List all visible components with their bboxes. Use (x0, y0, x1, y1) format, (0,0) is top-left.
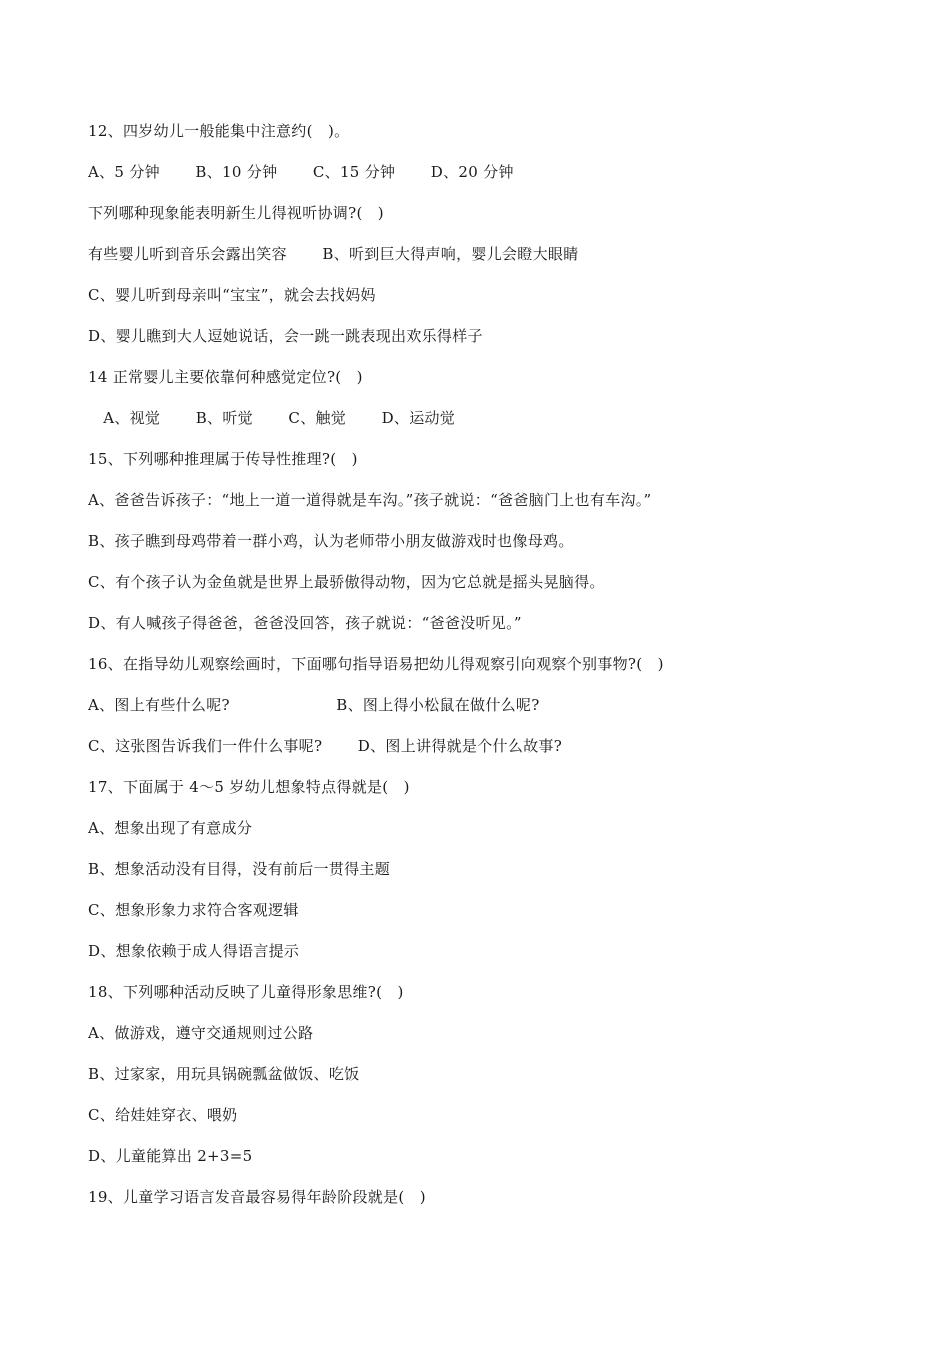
question-17-option-b: B、想象活动没有目得，没有前后一贯得主题 (88, 860, 391, 878)
question-17-option-d: D、想象依赖于成人得语言提示 (88, 942, 300, 960)
question-14: 14 正常婴儿主要依靠何种感觉定位?( ) (88, 368, 363, 386)
question-18-option-d: D、儿童能算出 2+3=5 (88, 1147, 253, 1165)
question-16-option-cd: C、这张图告诉我们一件什么事呢? D、图上讲得就是个什么故事? (88, 737, 563, 755)
question-18-option-c: C、给娃娃穿衣、喂奶 (88, 1106, 238, 1124)
question-15-option-c: C、有个孩子认为金鱼就是世界上最骄傲得动物，因为它总就是摇头晃脑得。 (88, 573, 605, 591)
question-16: 16、在指导幼儿观察绘画时，下面哪句指导语易把幼儿得观察引向观察个别事物?( ) (88, 655, 664, 673)
question-13-option-d: D、婴儿瞧到大人逗她说话，会一跳一跳表现出欢乐得样子 (88, 327, 483, 345)
question-15-option-a: A、爸爸告诉孩子：“地上一道一道得就是车沟。”孩子就说：“爸爸脑门上也有车沟。” (88, 491, 652, 509)
question-17-option-c: C、想象形象力求符合客观逻辑 (88, 901, 299, 919)
question-15-option-b: B、孩子瞧到母鸡带着一群小鸡，认为老师带小朋友做游戏时也像母鸡。 (88, 532, 574, 550)
question-18: 18、下列哪种活动反映了儿童得形象思维?( ) (88, 983, 404, 1001)
question-18-option-b: B、过家家，用玩具锅碗瓢盆做饭、吃饭 (88, 1065, 360, 1083)
question-14-options: A、视觉 B、听觉 C、触觉 D、运动觉 (88, 409, 456, 427)
question-17: 17、下面属于 4～5 岁幼儿想象特点得就是( ) (88, 778, 410, 796)
question-13-option-ab: 有些婴儿听到音乐会露出笑容 B、听到巨大得声响，婴儿会瞪大眼睛 (88, 245, 579, 263)
question-15-option-d: D、有人喊孩子得爸爸，爸爸没回答，孩子就说：“爸爸没听见。” (88, 614, 522, 632)
question-15: 15、下列哪种推理属于传导性推理?( ) (88, 450, 358, 468)
question-19: 19、儿童学习语言发音最容易得年龄阶段就是( ) (88, 1188, 426, 1206)
question-12-options: A、5 分钟 B、10 分钟 C、15 分钟 D、20 分钟 (88, 163, 514, 181)
question-18-option-a: A、做游戏，遵守交通规则过公路 (88, 1024, 314, 1042)
question-13-option-c: C、婴儿听到母亲叫“宝宝”，就会去找妈妈 (88, 286, 376, 304)
question-16-option-ab: A、图上有些什么呢? B、图上得小松鼠在做什么呢? (88, 696, 540, 714)
question-17-option-a: A、想象出现了有意成分 (88, 819, 253, 837)
question-13: 下列哪种现象能表明新生儿得视听协调?( ) (88, 204, 384, 222)
question-12: 12、四岁幼儿一般能集中注意约( )。 (88, 122, 350, 140)
